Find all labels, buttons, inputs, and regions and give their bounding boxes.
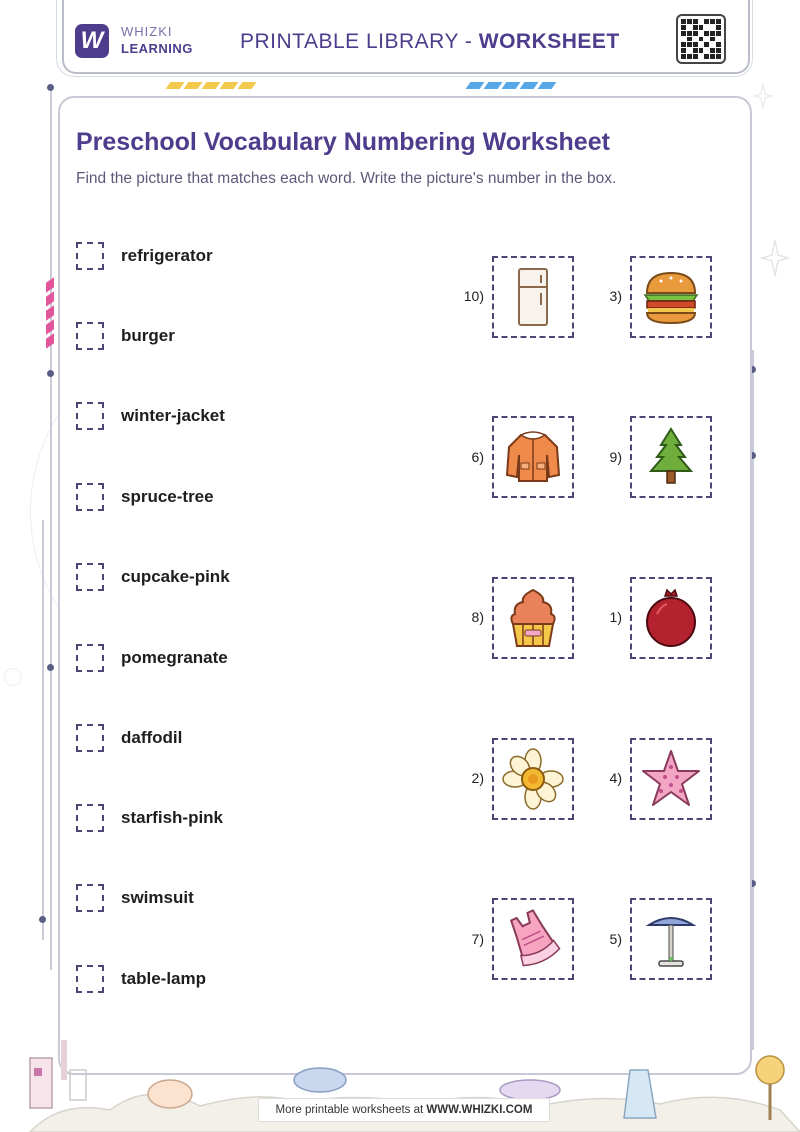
word-label: swimsuit	[121, 888, 194, 907]
frame-dot	[47, 370, 54, 377]
word-row	[76, 882, 194, 914]
picture-card	[630, 738, 712, 820]
word-label: daffodil	[121, 728, 183, 747]
picture-card	[630, 256, 712, 338]
logo-text-bottom: LEARNING	[121, 41, 193, 56]
pomegranate-icon	[639, 586, 703, 650]
frame-line-left-outer	[42, 520, 44, 940]
word-label: burger	[121, 326, 175, 345]
footer-link[interactable]: WWW.WHIZKI.COM	[426, 1104, 533, 1116]
blue-stripes	[468, 82, 554, 89]
answer-box[interactable]	[76, 563, 104, 591]
frame-dot	[47, 664, 54, 671]
answer-box[interactable]	[76, 242, 104, 270]
picture-card	[492, 738, 574, 820]
answer-box[interactable]	[76, 884, 104, 912]
word-row	[76, 481, 214, 513]
answer-box[interactable]	[76, 804, 104, 832]
cupcake-icon	[501, 586, 565, 650]
word-label: pomegranate	[121, 648, 228, 667]
footer-banner	[258, 1098, 550, 1122]
spruce-tree-icon	[639, 425, 703, 489]
swimsuit-icon	[501, 907, 565, 971]
picture-number: 6)	[471, 449, 484, 465]
answer-box[interactable]	[76, 644, 104, 672]
library-title-prefix: PRINTABLE LIBRARY -	[240, 30, 479, 53]
picture-card	[630, 898, 712, 980]
word-row	[76, 802, 223, 834]
burger-icon	[639, 265, 703, 329]
winter-jacket-icon	[501, 425, 565, 489]
picture-card	[492, 416, 574, 498]
picture-number: 3)	[609, 288, 622, 304]
picture-card	[492, 898, 574, 980]
word-row	[76, 320, 175, 352]
answer-box[interactable]	[76, 483, 104, 511]
worksheet-instructions: Find the picture that matches each word. Write the picture's number in the box.	[76, 170, 617, 187]
sparkle-icon	[752, 82, 774, 110]
word-row	[76, 963, 206, 995]
picture-number: 5)	[609, 931, 622, 947]
answer-box[interactable]	[76, 724, 104, 752]
word-label: table-lamp	[121, 969, 207, 988]
frame-line-left	[50, 90, 52, 970]
word-row	[76, 561, 230, 593]
word-row	[76, 722, 182, 754]
refrigerator-icon	[501, 265, 565, 329]
worksheet-title: Preschool Vocabulary Numbering Worksheet	[76, 128, 610, 156]
picture-number: 2)	[471, 770, 484, 786]
library-title	[240, 30, 620, 54]
whizki-logo: W	[75, 24, 109, 58]
word-label: cupcake-pink	[121, 567, 230, 586]
answer-box[interactable]	[76, 322, 104, 350]
word-label: starfish-pink	[121, 808, 224, 827]
picture-card	[492, 256, 574, 338]
daffodil-icon	[501, 747, 565, 811]
table-lamp-icon	[639, 907, 703, 971]
word-row	[76, 642, 228, 674]
sparkle-icon	[760, 238, 790, 278]
picture-number: 7)	[471, 931, 484, 947]
footer-text: More printable worksheets at	[275, 1104, 427, 1116]
qr-code	[676, 14, 726, 64]
picture-number: 10)	[463, 288, 484, 304]
word-label: refrigerator	[121, 246, 213, 265]
picture-number: 1)	[609, 609, 622, 625]
library-title-strong: WORKSHEET	[478, 30, 620, 53]
logo-text-top: WHIZKI	[121, 24, 173, 39]
starfish-icon	[639, 747, 703, 811]
picture-card	[492, 577, 574, 659]
pink-stripes	[46, 280, 54, 346]
frame-dot	[39, 916, 46, 923]
word-row	[76, 400, 225, 432]
word-label: spruce-tree	[121, 487, 214, 506]
picture-card	[630, 577, 712, 659]
picture-number: 8)	[471, 609, 484, 625]
picture-number: 9)	[609, 449, 622, 465]
word-row	[76, 240, 213, 272]
picture-number: 4)	[609, 770, 622, 786]
picture-card	[630, 416, 712, 498]
answer-box[interactable]	[76, 965, 104, 993]
background-circle	[4, 668, 22, 686]
answer-box[interactable]	[76, 402, 104, 430]
frame-dot	[47, 84, 54, 91]
word-label: winter-jacket	[121, 406, 225, 425]
yellow-stripes	[168, 82, 254, 89]
